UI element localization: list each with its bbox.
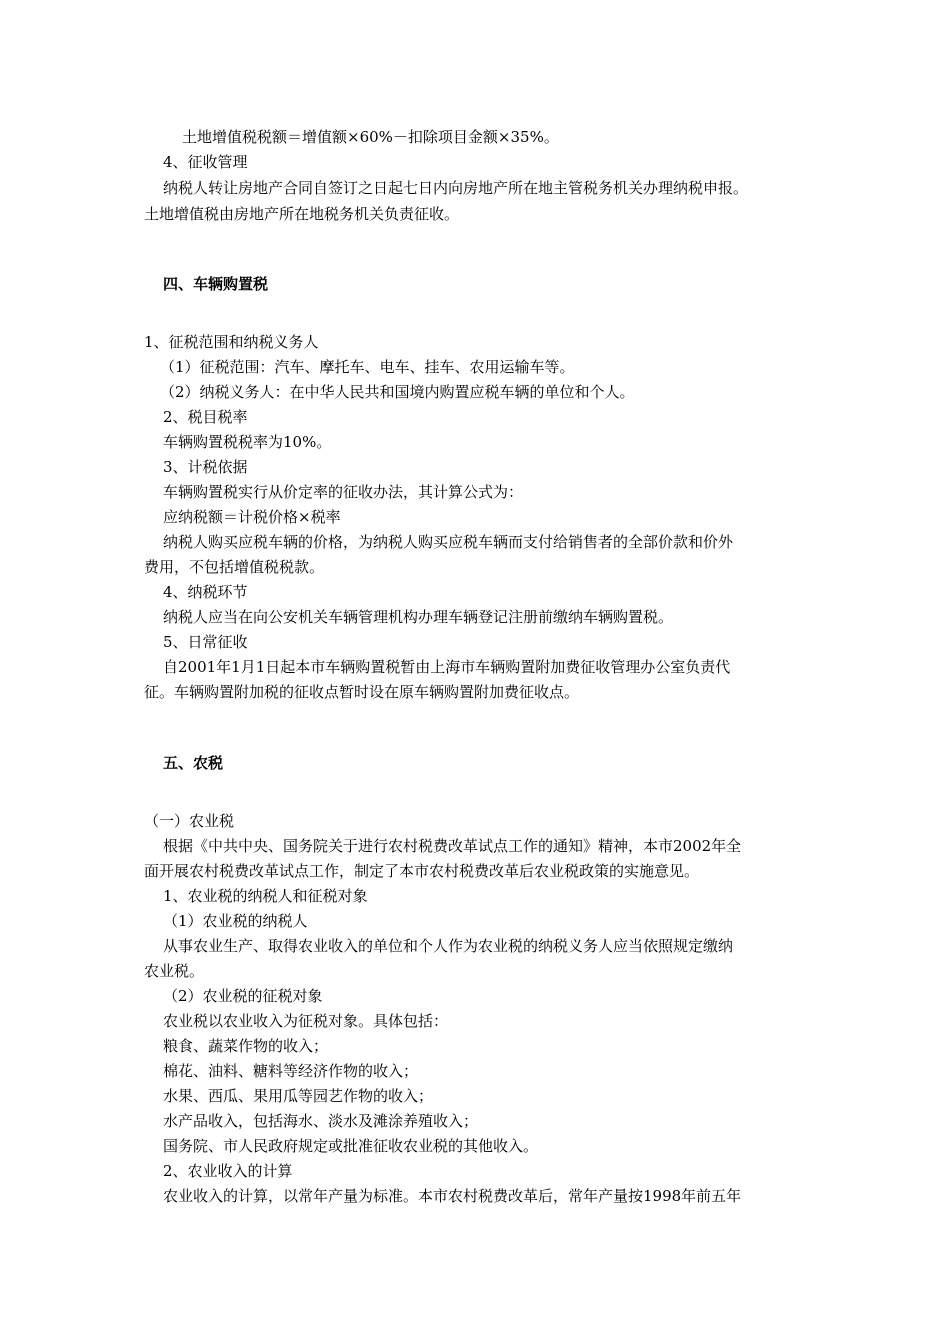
text-line: 土地增值税由房地产所在地税务机关负责征收。 [144,205,460,223]
text-line: 粮食、蔬菜作物的收入； [163,1037,329,1055]
text-line: 自2001年1月1日起本市车辆购置税暂由上海市车辆购置附加费征收管理办公室负责代 [163,658,731,676]
text-line: 从事农业生产、取得农业收入的单位和个人作为农业税的纳税义务人应当依照规定缴纳 [163,937,734,955]
text-line: 水果、西瓜、果用瓜等园艺作物的收入； [163,1087,434,1105]
text-line: 国务院、市人民政府规定或批准征收农业税的其他收入。 [163,1137,539,1155]
text-line: （1）征税范围：汽车、摩托车、电车、挂车、农用运输车等。 [160,358,575,376]
text-line: 1、农业税的纳税人和征税对象 [163,887,368,905]
text-line: 2、税目税率 [163,408,248,426]
text-line: 费用，不包括增值税税款。 [144,558,325,576]
text-line: 农业收入的计算，以常年产量为标准。本市农村税费改革后，常年产量按1998年前五年 [163,1187,742,1205]
text-line: 征。车辆购置附加税的征收点暂时设在原车辆购置附加费征收点。 [144,683,580,701]
text-line: （2）纳税义务人：在中华人民共和国境内购置应税车辆的单位和个人。 [160,383,635,401]
text-line: 车辆购置税税率为10%。 [163,433,332,451]
text-line: 农业税。 [144,962,205,980]
section-heading: 四、车辆购置税 [163,275,269,293]
text-line: 1、征税范围和纳税义务人 [144,333,319,351]
text-line: 纳税人应当在向公安机关车辆管理机构办理车辆登记注册前缴纳车辆购置税。 [163,608,674,626]
text-line: （1）农业税的纳税人 [163,912,308,930]
text-line: 纳税人转让房地产合同自签订之日起七日内向房地产所在地主管税务机关办理纳税申报。 [163,179,749,197]
text-line: 车辆购置税实行从价定率的征收办法，其计算公式为： [163,483,524,501]
text-line: （2）农业税的征税对象 [163,987,323,1005]
text-line: 面开展农村税费改革试点工作，制定了本市农村税费改革后农业税政策的实施意见。 [144,862,700,880]
text-line: 纳税人购买应税车辆的价格，为纳税人购买应税车辆而支付给销售者的全部价款和价外 [163,533,734,551]
text-line: 根据《中共中央、国务院关于进行农村税费改革试点工作的通知》精神，本市2002年全 [163,837,742,855]
text-line: 棉花、油料、糖料等经济作物的收入； [163,1062,419,1080]
section-heading: 五、农税 [163,754,224,772]
text-line: 水产品收入，包括海水、淡水及滩涂养殖收入； [163,1112,479,1130]
text-line: （一）农业税 [144,812,235,830]
text-line: 2、农业收入的计算 [163,1162,293,1180]
text-line: 4、征收管理 [163,153,248,171]
text-line: 5、日常征收 [163,633,248,651]
text-line: 应纳税额＝计税价格×税率 [163,508,341,526]
text-line: 农业税以农业收入为征税对象。具体包括： [163,1012,449,1030]
text-line: 土地增值税税额＝增值额×60%－扣除项目金额×35%。 [182,128,559,146]
text-line: 3、计税依据 [163,458,248,476]
text-line: 4、纳税环节 [163,583,248,601]
